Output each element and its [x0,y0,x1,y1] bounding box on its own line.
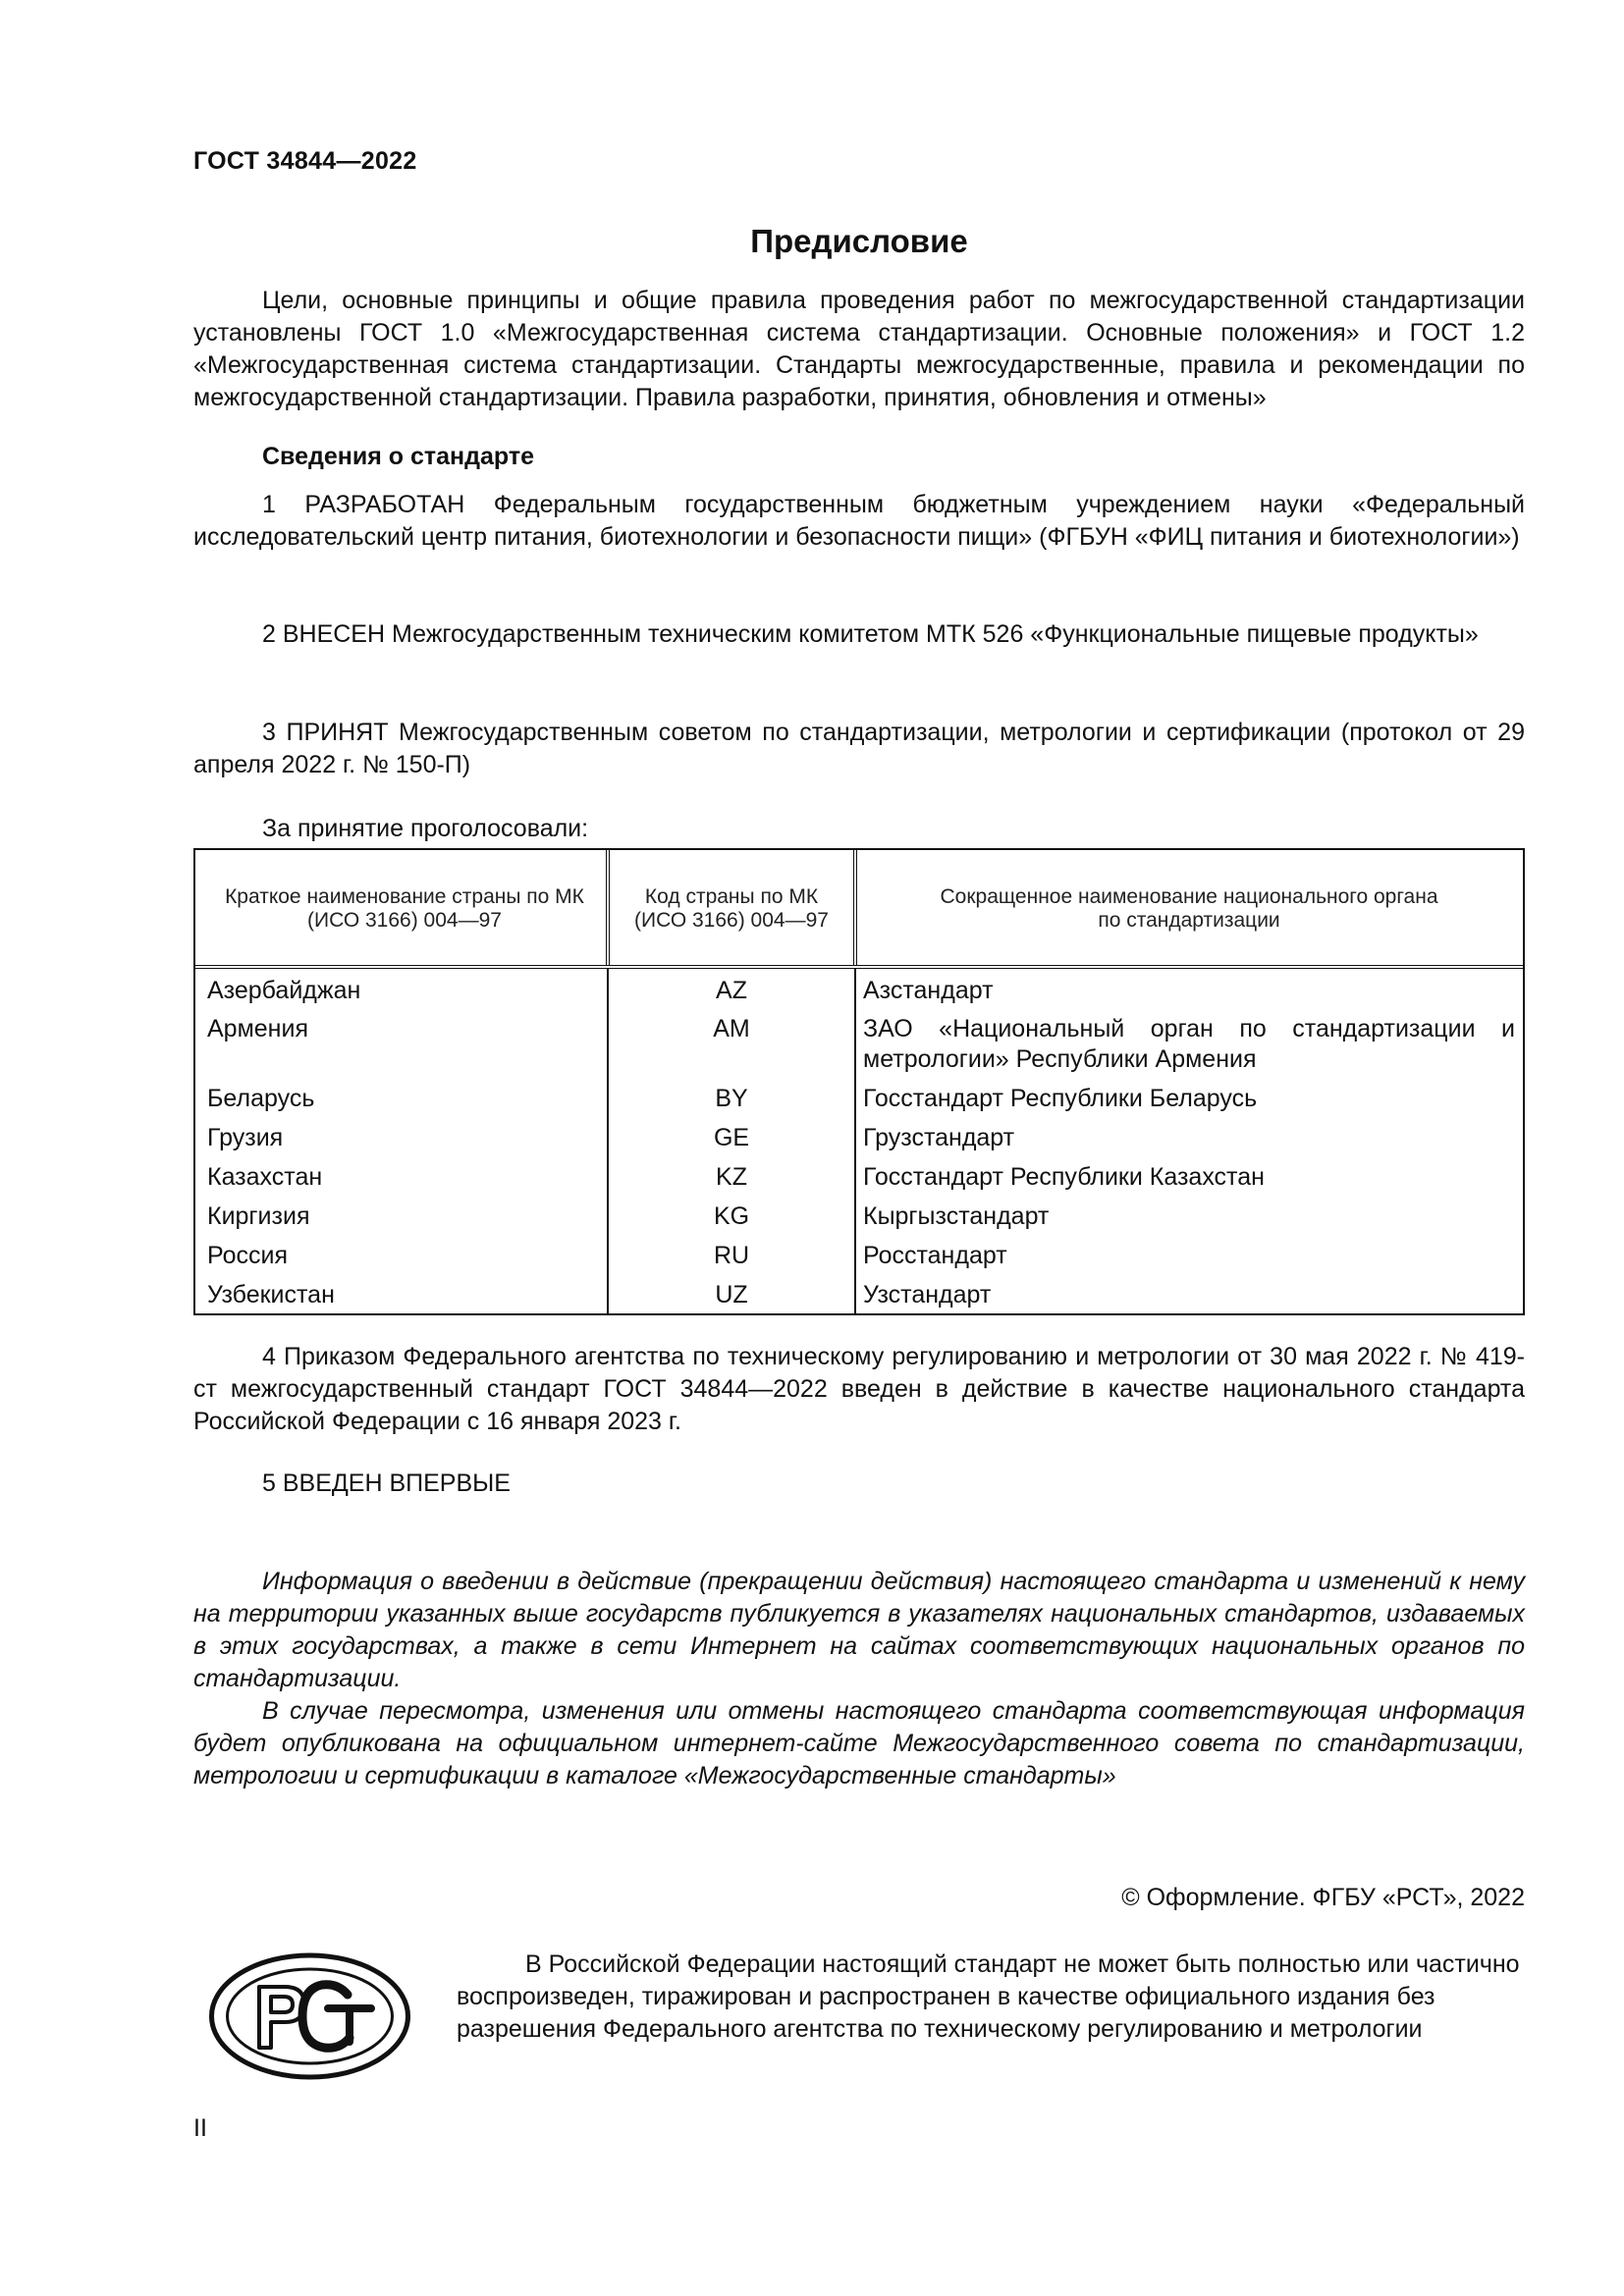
item-first-time: 5 ВВЕДЕН ВПЕРВЫЕ [262,1469,511,1497]
cell-code: AZ [716,977,747,1004]
info-heading: Сведения о стандарте [262,443,535,470]
cell-org: ЗАО «Национальный орган по стандартизации и метрологии» Республики Армения [863,1015,1515,1073]
cell-code: UZ [715,1281,748,1308]
header-org-line2: по стандартизации [1098,909,1280,932]
item-developed-text: 1 РАЗРАБОТАН Федеральным государственным бюджетным учреждением науки «Федеральный исследовательский центр питания, биотехнологии и безопасности пищи» (ФГБУН «ФИЦ питания и биотехнологии») [193,491,1525,551]
cell-country: Узбекистан [207,1281,335,1308]
item-introduced [193,618,1525,651]
cell-org: Госстандарт Республики Казахстан [863,1163,1265,1191]
cell-org: Грузстандарт [863,1124,1015,1151]
document-id: ГОСТ 34844—2022 [193,147,417,175]
copyright-line: © Оформление. ФГБУ «РСТ», 2022 [1121,1884,1525,1911]
cell-country: Азербайджан [207,977,361,1004]
item-order-text: 4 Приказом Федерального агентства по техническому регулированию и метрологии от 30 мая 2022 г. № 419-ст межгосударственный стандарт ГОСТ 34844—2022 введен в действие в качестве национального стандарта Российской Федерации с 16 января 2023 г. [193,1343,1525,1435]
cell-code: GE [713,1124,750,1151]
cell-country: Киргизия [207,1202,310,1230]
cell-country: Беларусь [207,1085,315,1112]
copyright-notice [457,1949,1525,2046]
cell-org: Росстандарт [863,1242,1007,1269]
cell-code: RU [713,1242,750,1269]
intro-text: Цели, основные принципы и общие правила проведения работ по межгосударственной стандартизации установлены ГОСТ 1.0 «Межгосударственная система стандартизации. Основные положения» и ГОСТ 1.2 «Межгосударственная система стандартизации. Стандарты межгосударственные, правила и рекомендации по межгосударственной стандартизации. Правила разработки, принятия, обновления и отмены» [193,287,1525,411]
header-country-line2: (ИСО 3166) 004—97 [307,909,502,932]
header-divider [606,850,610,965]
pct-mark-icon [208,1951,411,2081]
cell-country: Грузия [207,1124,284,1151]
item-developed [193,489,1525,554]
header-country-line1: Краткое наименование страны по МК [225,885,584,908]
italic-notes [193,1566,1525,1792]
header-code [612,885,851,933]
cell-country: Казахстан [207,1163,323,1191]
header-divider [853,850,857,965]
cell-code: BY [715,1085,748,1112]
voted-label: За принятие проголосовали: [262,815,589,842]
cell-org: Госстандарт Республики Беларусь [863,1085,1258,1112]
cell-country: Россия [207,1242,288,1269]
table-header [195,850,1523,969]
cell-org: Азстандарт [863,977,994,1004]
cell-country: Армения [207,1015,308,1042]
cell-org: Кыргызстандарт [863,1202,1050,1230]
cell-code: KZ [716,1163,747,1191]
cell-code: KG [713,1202,750,1230]
header-code-line2: (ИСО 3166) 004—97 [634,909,829,932]
italic-note-1: Информация о введении в действие (прекращении действия) настоящего стандарта и изменений к нему на территории указанных выше государств публикуется в указателях национальных стандартов, издаваемых в этих государствах, а также в сети Интернет на сайтах соответствующих национальных органов по стандартизации. [193,1568,1525,1692]
header-org-line1: Сокращенное наименование национального органа [940,885,1438,908]
voting-table [193,848,1525,1315]
table-body [195,969,1523,1313]
notice-text: В Российской Федерации настоящий стандарт не может быть полностью или частично воспроизведен, тиражирован и распространен в качестве официального издания без разрешения Федерального агентства по техническому регулированию и метрологии [457,1950,1520,2043]
item-order [193,1341,1525,1438]
item-introduced-text: 2 ВНЕСЕН Межгосударственным техническим комитетом МТК 526 «Функциональные пищевые продукты» [262,620,1479,648]
header-country [203,885,606,933]
cell-org: Узстандарт [863,1281,992,1308]
header-org [863,885,1515,933]
item-adopted [193,717,1525,781]
page-number: II [193,2114,207,2142]
italic-note-2: В случае пересмотра, изменения или отмены настоящего стандарта соответствующая информация будет опубликована на официальном интернет-сайте Межгосударственного совета по стандартизации, метрологии и сертификации в каталоге «Межгосударственные стандарты» [193,1697,1525,1789]
page-title: Предисловие [750,223,968,259]
intro-paragraph [193,285,1525,414]
item-adopted-text: 3 ПРИНЯТ Межгосударственным советом по стандартизации, метрологии и сертификации (протокол от 29 апреля 2022 г. № 150-П) [193,719,1525,778]
header-code-line1: Код страны по МК [644,885,819,908]
cell-code: AM [713,1015,750,1042]
